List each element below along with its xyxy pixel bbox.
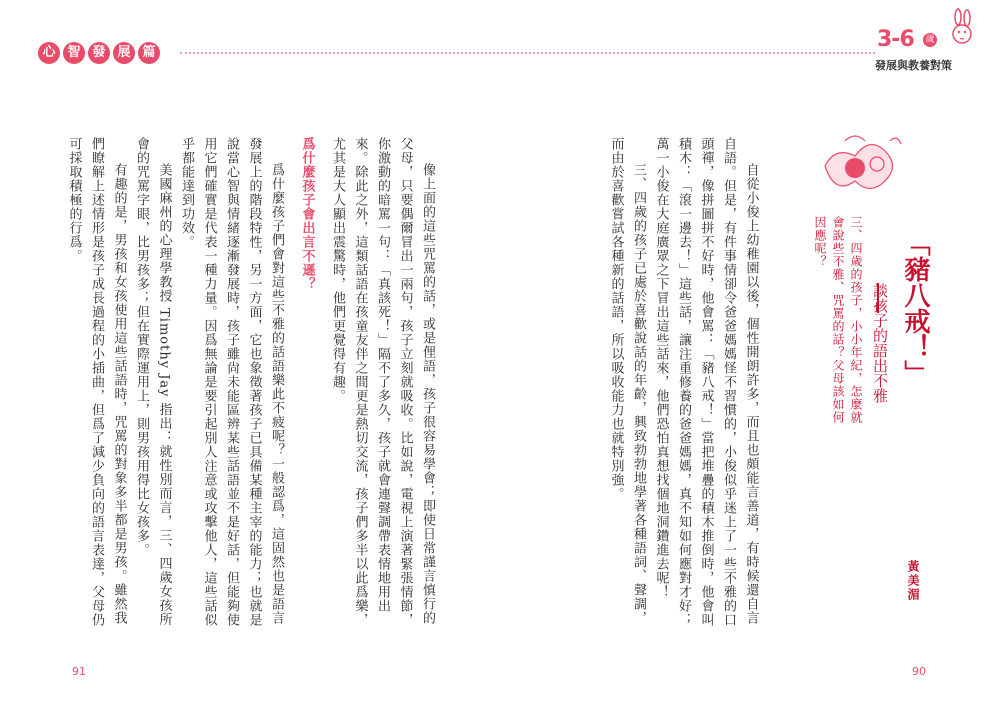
left-page-body bbox=[62, 137, 438, 637]
paragraph: 自從小俊上幼稚園以後，個性開朗許多，而且也頗能言善道，有時候還自言自語。但是，有件事情卻令爸爸媽媽怪不習慣的，小俊似乎迷上了一些不雅的口頭禪，像拼圖拼不好時，他會罵：「豬八戒！」當把堆疊的積木推倒時，他會叫積木：「滾一邊去！」這些話，讓注重修養的爸爸媽媽，真不知如何應對才好；萬一小俊在大庭廣眾之下冒出這些話來，他們恐怕真想找個地洞鑽進去呢！ bbox=[653, 137, 759, 627]
series-number: 3-6 bbox=[877, 27, 914, 52]
rabbit-mascot-icon bbox=[940, 8, 980, 48]
header-dotted-line bbox=[180, 52, 875, 54]
ribbon-illustration-icon bbox=[815, 126, 905, 206]
page-number-left: 91 bbox=[72, 665, 86, 678]
series-age-unit: 歲 bbox=[923, 33, 937, 47]
article-intro: 三、四歲的孩子，小小年紀，怎麼就會說些不雅、咒罵的話？父母該如何因應呢？ bbox=[813, 216, 863, 424]
series-subtitle: 發展與教養對策 bbox=[875, 59, 952, 72]
article-subtitle: 談孩子的語出不雅 bbox=[871, 283, 889, 403]
paragraph: 爲什麼孩子們會對這些不雅的話語樂此不疲呢？一般認爲，這固然也是語言發展上的階段特性，另一方面，它也象徵著孩子已具備某種主宰的能力；也就是說當心智與情緒逐漸發展時，孩子雖尙未能區辨某些話語並不是好話，但能夠使用它們確實是代表一種力量。因爲無論是要引起別人注意或攻擊他人，這些話似乎都能達到功效。 bbox=[179, 137, 284, 627]
paragraph: 像上面的這些咒罵的話，或是俚語，孩子很容易學會；即使日常謹言慎行的父母，只要偶爾冒出一兩句，孩子立刻就吸收。比如說，電視上演著緊張情節，你激動的暗罵一句：「真該死！」隔不了多久，孩子就會連聲調帶表情地用出來。除此之外，這類話語在孩童友伴之間更是熱切交流，孩子們多半以此爲樂，尤其是大人顯出震驚時，他們更覺得有趣。 bbox=[330, 137, 435, 627]
right-page-body bbox=[604, 137, 762, 637]
section-heading: 爲什麼孩子會出言不遜？ bbox=[299, 137, 315, 291]
section-label bbox=[38, 42, 163, 64]
section-char: 智 bbox=[63, 42, 85, 64]
section-char: 展 bbox=[113, 42, 135, 64]
section-char: 發 bbox=[88, 42, 110, 64]
section-char: 心 bbox=[38, 42, 60, 64]
section-char: 篇 bbox=[138, 42, 160, 64]
paragraph: 三、四歲的孩子已處於喜歡說話的年齡，興致勃勃地學著各種語詞、聲調，而由於喜歡嘗試各種新的話語，所以吸收能力也就特別強。 bbox=[608, 137, 646, 625]
paragraph: 有趣的是，男孩和女孩使用這些話語時，咒罵的對象多半都是男孩。雖然我們瞭解上述情形是孩子成長過程的小插曲，但爲了減少負向的語言表達，父母仍可採取積極的行爲。 bbox=[66, 137, 127, 627]
paragraph: 美國麻州的心理學教授 Timothy Jay 指出：就性別而言，三、四歲女孩所會的咒罵字眼，比男孩多；但在實際運用上，則男孩用得比女孩多。 bbox=[134, 137, 172, 627]
page-number-right: 90 bbox=[912, 665, 926, 678]
article-author: 黃美湄 bbox=[906, 560, 920, 602]
article-title: 「豬八戒！」 bbox=[900, 230, 930, 386]
